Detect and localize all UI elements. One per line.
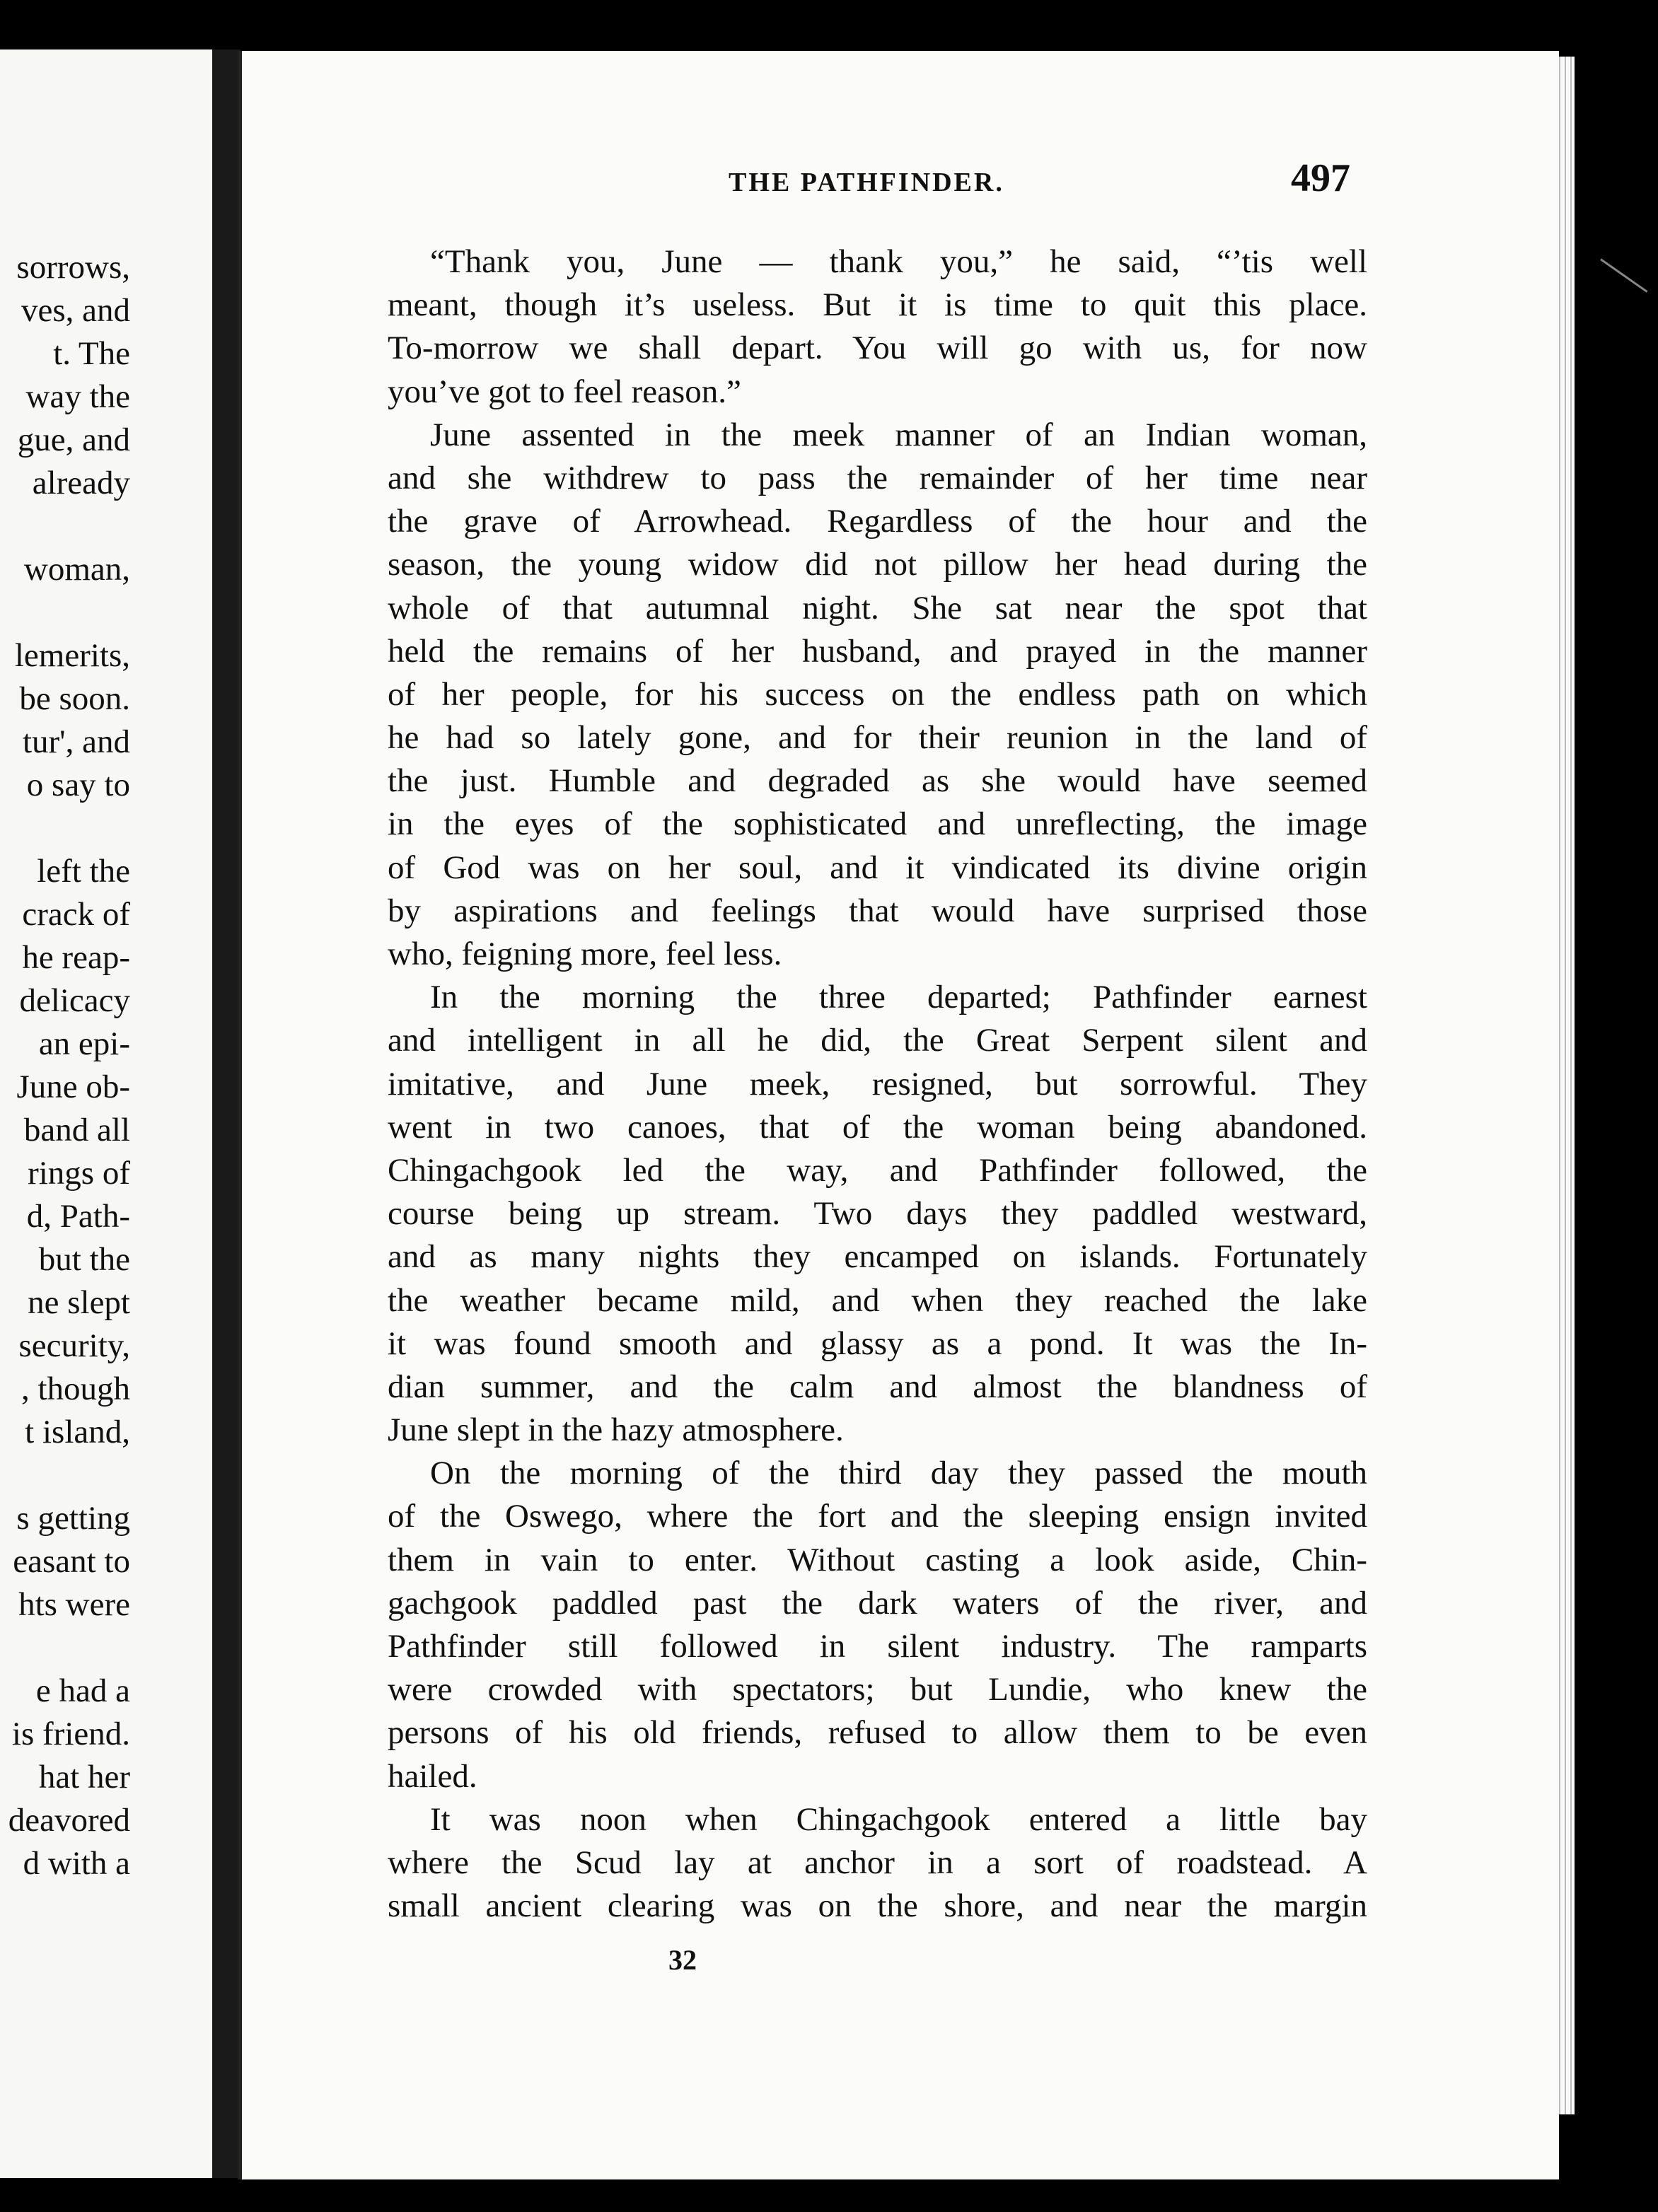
text-line: June slept in the hazy atmosphere. (388, 1411, 844, 1449)
left-line: woman, (23, 551, 130, 588)
text-line: hailed. (388, 1757, 477, 1795)
text-line: Chingachgook led the way, and Pathfinder followed, the (388, 1151, 1367, 1189)
left-line: easant to (13, 1543, 130, 1580)
text-line: where the Scud lay at anchor in a sort of roadstead. A (388, 1844, 1367, 1881)
left-line: crack of (22, 896, 130, 933)
text-line: by aspirations and feelings that would have surprised those (388, 892, 1367, 929)
left-line: rings of (28, 1155, 130, 1192)
left-line: left the (37, 853, 130, 890)
left-line: already (32, 465, 130, 501)
edge-mark (1564, 258, 1648, 344)
text-line: imitative, and June meek, resigned, but sorrowful. They (388, 1065, 1367, 1102)
page-number: 497 (1291, 156, 1350, 200)
left-line: security, (18, 1327, 130, 1364)
left-line: June ob- (16, 1069, 130, 1105)
text-line: meant, though it’s useless. But it is time to quit this place. (388, 286, 1367, 324)
page-edges (1555, 57, 1575, 2114)
left-line: d, Path- (26, 1198, 130, 1235)
text-line: who, feigning more, feel less. (388, 936, 782, 972)
text-line: whole of that autumnal night. She sat near the spot that (388, 589, 1367, 627)
book-spine (212, 50, 240, 2178)
left-line: band all (23, 1112, 130, 1148)
text-line: of the Oswego, where the fort and the sleeping ensign invited (388, 1498, 1367, 1535)
text-line: went in two canoes, that of the woman being abandoned. (388, 1108, 1367, 1146)
left-line: is friend. (11, 1716, 130, 1752)
text-line: “Thank you, June — thank you,” he said, “’tis well (430, 243, 1367, 280)
text-line: To-morrow we shall depart. You will go with us, for now (388, 330, 1367, 367)
text-line: small ancient clearing was on the shore, and near the margin (388, 1887, 1367, 1925)
left-line: but the (38, 1241, 130, 1278)
left-line: d with a (23, 1845, 130, 1882)
left-line: sorrows, (16, 249, 130, 286)
text-line: gachgook paddled past the dark waters of the river, and (388, 1584, 1367, 1622)
left-line: s getting (16, 1500, 130, 1537)
text-line: the grave of Arrowhead. Regardless of the hour and the (388, 503, 1367, 540)
text-line: course being up stream. Two days they paddled westward, (388, 1195, 1367, 1233)
left-line: , though (21, 1370, 130, 1407)
text-line: them in vain to enter. Without casting a look aside, Chin- (388, 1541, 1367, 1578)
text-line: and as many nights they encamped on islands. Fortunately (388, 1238, 1367, 1276)
left-line: way the (25, 378, 130, 415)
left-line: lemerits, (14, 637, 130, 674)
text-line: season, the young widow did not pillow her head during the (388, 546, 1367, 583)
running-head: THE PATHFINDER. (729, 168, 1004, 197)
left-line: he reap- (22, 939, 130, 976)
text-line: and she withdrew to pass the remainder of her time near (388, 459, 1367, 496)
text-line: persons of his old friends, refused to allow them to be even (388, 1714, 1367, 1752)
text-line: and intelligent in all he did, the Great Serpent silent and (388, 1022, 1367, 1059)
text-line: the weather became mild, and when they reached the lake (388, 1281, 1367, 1319)
left-line: deavored (8, 1802, 130, 1839)
left-line: tur', and (22, 723, 130, 760)
left-line: e had a (35, 1672, 130, 1709)
text-line: of God was on her soul, and it vindicated its divine origin (388, 849, 1367, 886)
text-line: it was found smooth and glassy as a pond. It was the In- (388, 1325, 1367, 1362)
text-line: in the eyes of the sophisticated and unreflecting, the image (388, 805, 1367, 843)
left-page (0, 50, 225, 2178)
left-line: delicacy (19, 982, 130, 1019)
text-line: It was noon when Chingachgook entered a little bay (430, 1800, 1367, 1838)
left-line: hts were (18, 1586, 130, 1623)
text-line: On the morning of the third day they passed the mouth (430, 1455, 1367, 1492)
left-line: ves, and (21, 292, 130, 329)
left-line: an epi- (38, 1025, 130, 1062)
left-line: hat her (38, 1759, 130, 1795)
signature-mark: 32 (668, 1944, 697, 1976)
left-line: gue, and (17, 421, 130, 458)
text-line: In the morning the three departed; Pathfinder earnest (430, 979, 1367, 1016)
left-line: be soon. (19, 680, 130, 717)
left-line: o say to (26, 767, 130, 803)
text-line: you’ve got to feel reason.” (388, 373, 741, 410)
left-line: t island, (25, 1414, 130, 1450)
text-line: the just. Humble and degraded as she would have seemed (388, 762, 1367, 800)
text-line: dian summer, and the calm and almost the blandness of (388, 1368, 1367, 1405)
text-line: Pathfinder still followed in silent industry. The ramparts (388, 1628, 1367, 1665)
left-line: ne slept (28, 1284, 130, 1321)
body-text (388, 240, 1367, 1928)
text-line: he had so lately gone, and for their reunion in the land of (388, 719, 1367, 757)
text-line: June assented in the meek manner of an Indian woman, (430, 416, 1367, 453)
left-line: t. The (53, 335, 130, 372)
text-line: were crowded with spectators; but Lundie, who knew the (388, 1671, 1367, 1709)
text-line: of her people, for his success on the endless path on which (388, 675, 1367, 713)
text-line: held the remains of her husband, and prayed in the manner (388, 632, 1367, 670)
